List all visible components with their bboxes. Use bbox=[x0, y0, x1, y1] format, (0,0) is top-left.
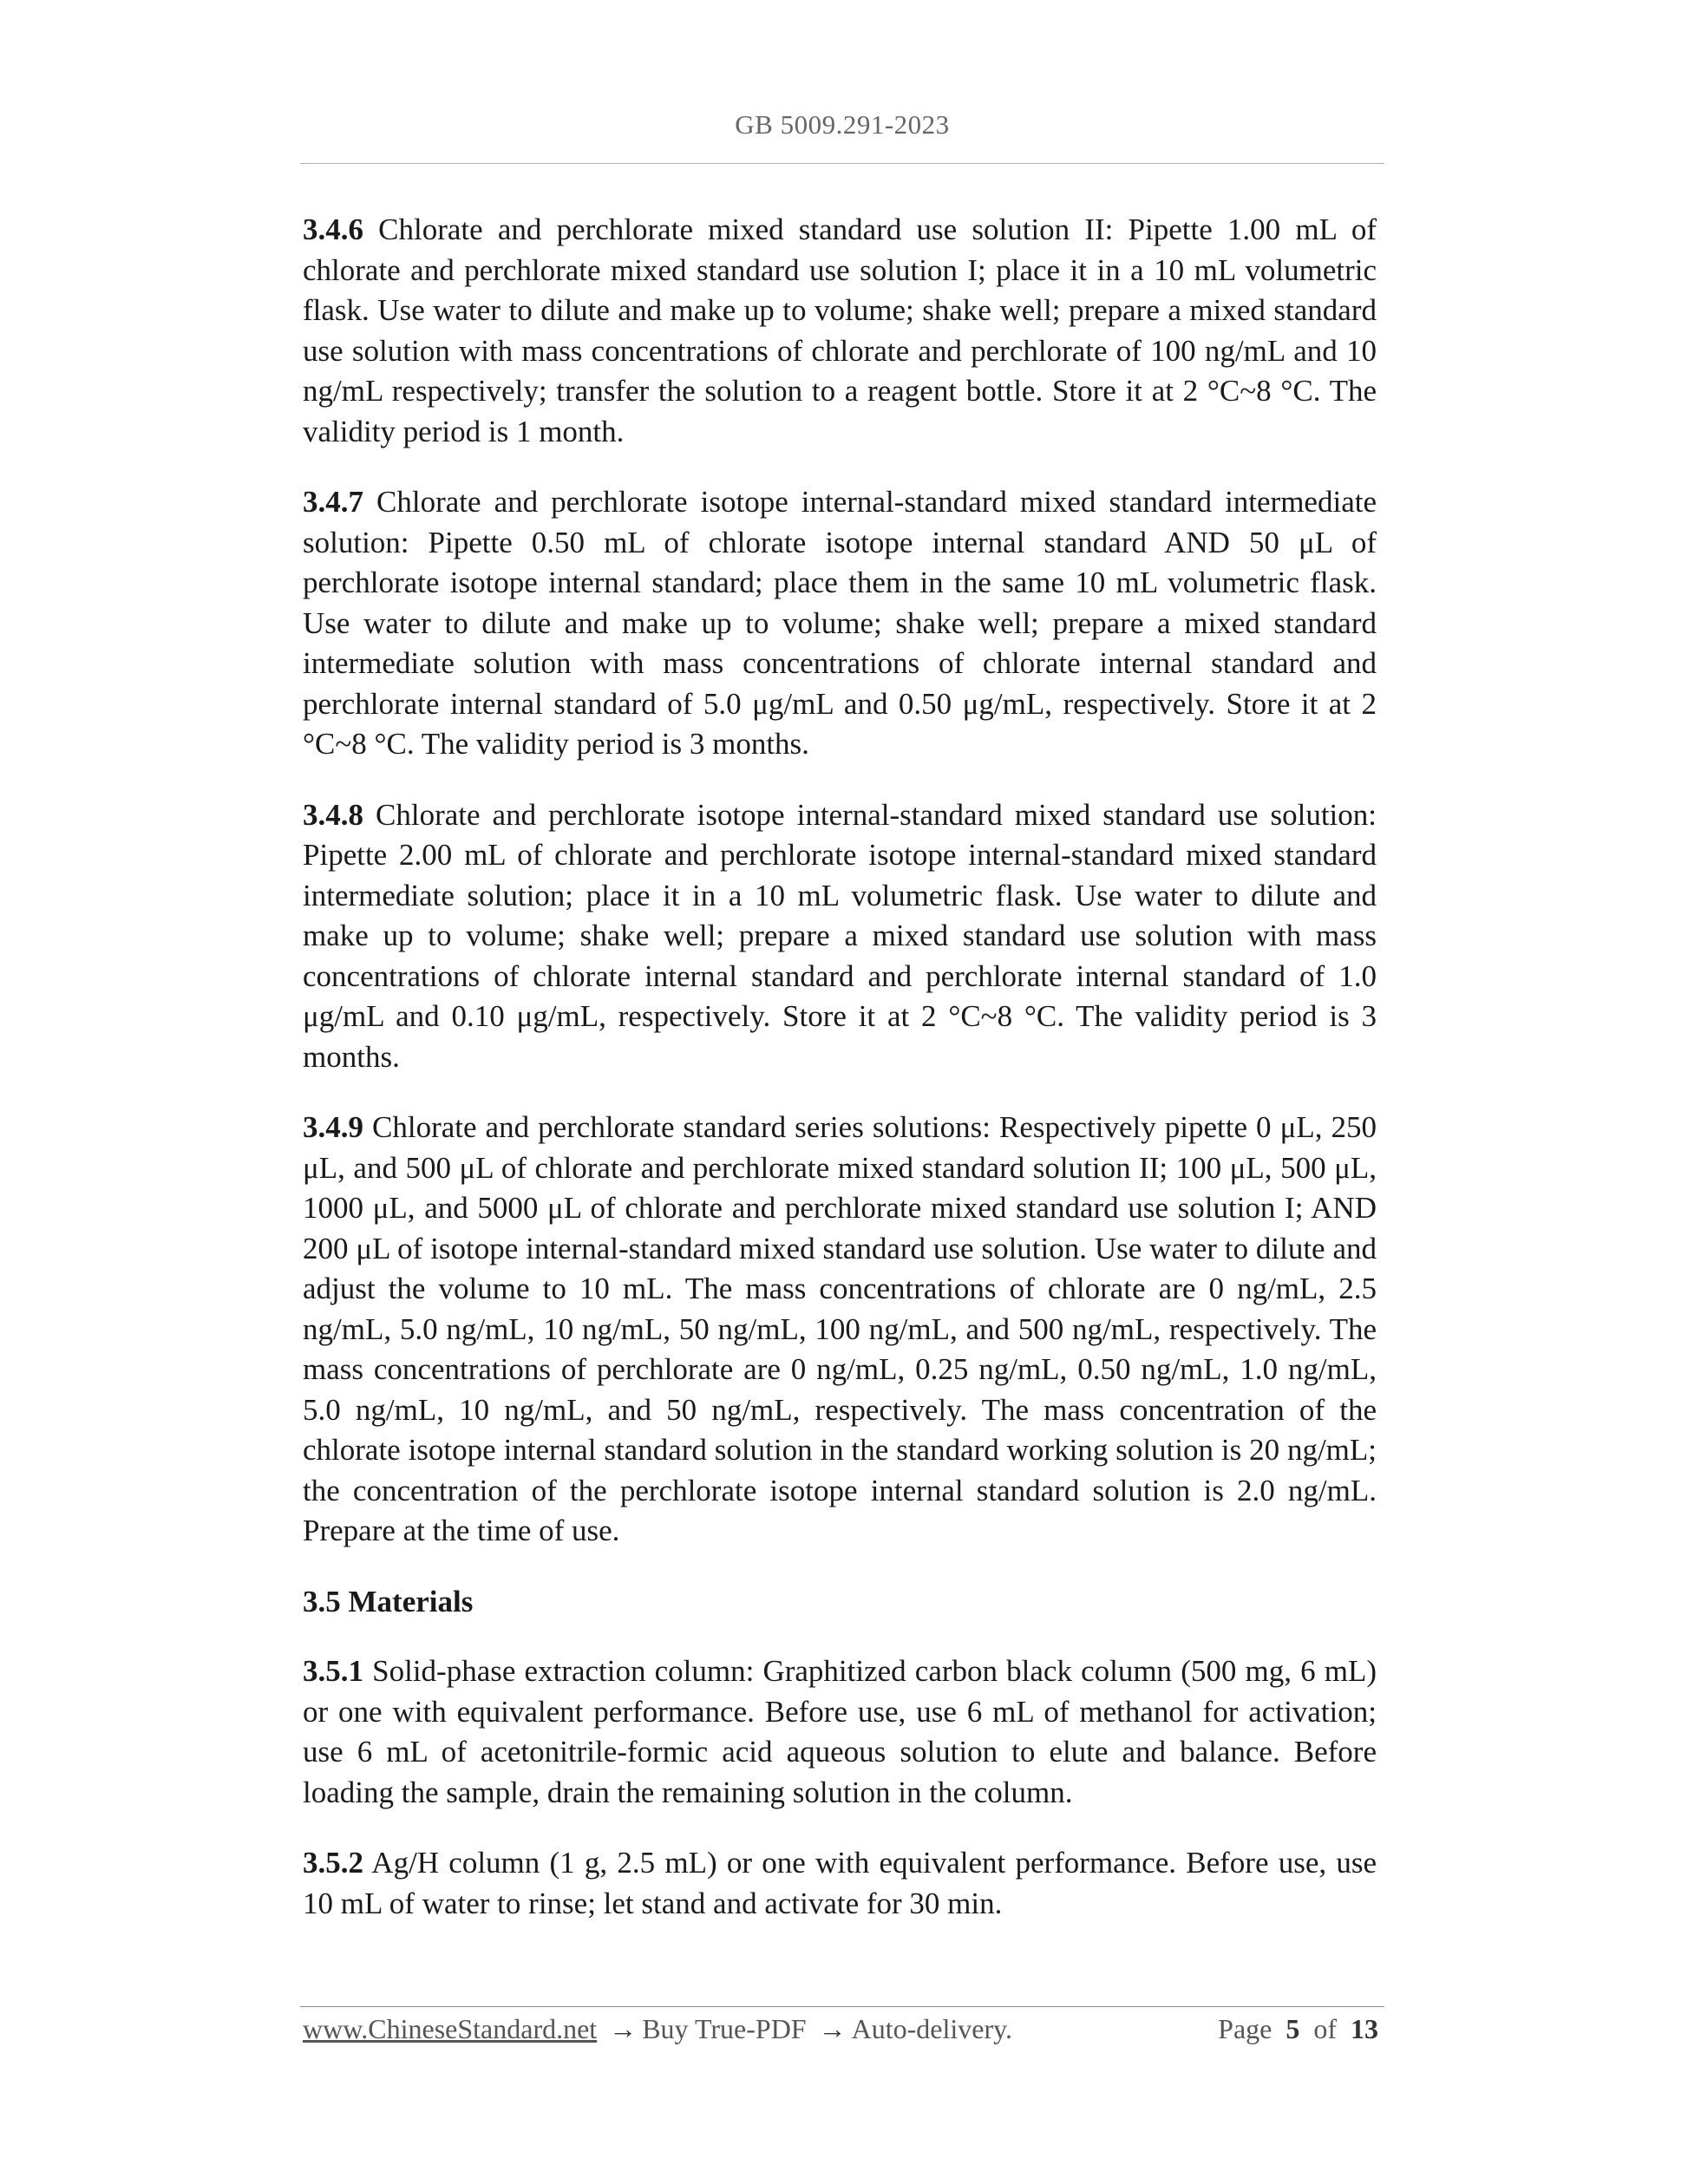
clause-text: Chlorate and perchlorate isotope internal-standard mixed standard intermediate solution: Pipette 0.50 mL of chlorate isotope internal standard AND 50 μL of perchlorate isotope internal standard; place them in the same 10 mL volumetric flask. Use water to dilute and make up to volume; shake well; prepare a mixed standard intermediate solution with mass concentrations of chlorate internal standard and perchlorate internal standard of 5.0 μg/mL and 0.50 μg/mL, respectively. Store it at 2 °C~8 °C. The validity period is 3 months. bbox=[303, 485, 1377, 761]
clause-number: 3.5.1 bbox=[303, 1654, 363, 1688]
footer-divider bbox=[300, 2006, 1384, 2007]
auto-delivery-text: Auto-delivery. bbox=[851, 2013, 1013, 2044]
clause-text: Solid-phase extraction column: Graphitized carbon black column (500 mg, 6 mL) or one with equivalent performance. Before use, use 6 mL of methanol for activation; use 6 mL of acetonitrile-formic acid aqueous solution to elute and balance. Before loading the sample, drain the remaining solution in the column. bbox=[303, 1654, 1377, 1809]
clause-3-5-2 bbox=[303, 1843, 1377, 1924]
buy-true-pdf-text: Buy True-PDF bbox=[642, 2013, 807, 2044]
page-body bbox=[303, 210, 1377, 1954]
page-label: Page bbox=[1218, 2013, 1273, 2044]
clause-3-4-9 bbox=[303, 1108, 1377, 1552]
clause-number: 3.4.7 bbox=[303, 485, 363, 519]
clause-number: 3.4.8 bbox=[303, 797, 363, 832]
website-link[interactable]: www.ChineseStandard.net bbox=[303, 2013, 598, 2044]
clause-number: 3.4.9 bbox=[303, 1110, 363, 1144]
clause-text: Chlorate and perchlorate isotope internal-standard mixed standard use solution: Pipette 2.00 mL of chlorate and perchlorate isotope internal-standard mixed standard intermediate solution; place it in a 10 mL volumetric flask. Use water to dilute and make up to volume; shake well; prepare a mixed standard use solution with mass concentrations of chlorate internal standard and perchlorate internal standard of 1.0 μg/mL and 0.10 μg/mL, respectively. Store it at 2 °C~8 °C. The validity period is 3 months. bbox=[303, 797, 1377, 1074]
page-indicator bbox=[1218, 2011, 1378, 2047]
clause-3-4-6 bbox=[303, 210, 1377, 452]
clause-3-4-7 bbox=[303, 482, 1377, 765]
arrow-right-icon: → bbox=[609, 2013, 638, 2044]
document-header-title: GB 5009.291-2023 bbox=[735, 109, 950, 140]
clause-number: 3.4.6 bbox=[303, 213, 363, 246]
clause-text: Chlorate and perchlorate standard series solutions: Respectively pipette 0 μL, 250 μL, and 500 μL of chlorate and perchlorate mixed standard solution II; 100 μL, 500 μL, 1000 μL, and 5000 μL of chlorate and perchlorate mixed standard use solution I; AND 200 μL of isotope internal-standard mixed standard use solution. Use water to dilute and adjust the volume to 10 mL. The mass concentrations of chlorate are 0 ng/mL, 2.5 ng/mL, 5.0 ng/mL, 10 ng/mL, 50 ng/mL, 100 ng/mL, and 500 ng/mL, respectively. The mass concentrations of perchlorate are 0 ng/mL, 0.25 ng/mL, 0.50 ng/mL, 1.0 ng/mL, 5.0 ng/mL, 10 ng/mL, and 50 ng/mL, respectively. The mass concentration of the chlorate isotope internal standard solution in the standard working solution is 20 ng/mL; the concentration of the perchlorate isotope internal standard solution is 2.0 ng/mL. Prepare at the time of use. bbox=[303, 1110, 1377, 1547]
clause-text: Ag/H column (1 g, 2.5 mL) or one with equivalent performance. Before use, use 10 mL of water to rinse; let stand and activate for 30 min. bbox=[303, 1846, 1377, 1920]
arrow-right-icon: → bbox=[818, 2013, 847, 2044]
current-page-number: 5 bbox=[1286, 2013, 1300, 2044]
clause-3-4-8 bbox=[303, 795, 1377, 1078]
header-divider bbox=[300, 163, 1384, 164]
footer-links bbox=[303, 2011, 1012, 2047]
section-heading-materials: 3.5 Materials bbox=[303, 1584, 474, 1618]
clause-3-5-1 bbox=[303, 1651, 1377, 1813]
clause-number: 3.5.2 bbox=[303, 1846, 363, 1880]
of-label: of bbox=[1313, 2013, 1337, 2044]
clause-text: Chlorate and perchlorate mixed standard use solution II: Pipette 1.00 mL of chlorate and perchlorate mixed standard use solution I; place it in a 10 mL volumetric flask. Use water to dilute and make up to volume; shake well; prepare a mixed standard use solution with mass concentrations of chlorate and perchlorate of 100 ng/mL and 10 ng/mL respectively; transfer the solution to a reagent bottle. Store it at 2 °C~8 °C. The validity period is 1 month. bbox=[303, 213, 1377, 448]
total-pages-number: 13 bbox=[1351, 2013, 1378, 2044]
